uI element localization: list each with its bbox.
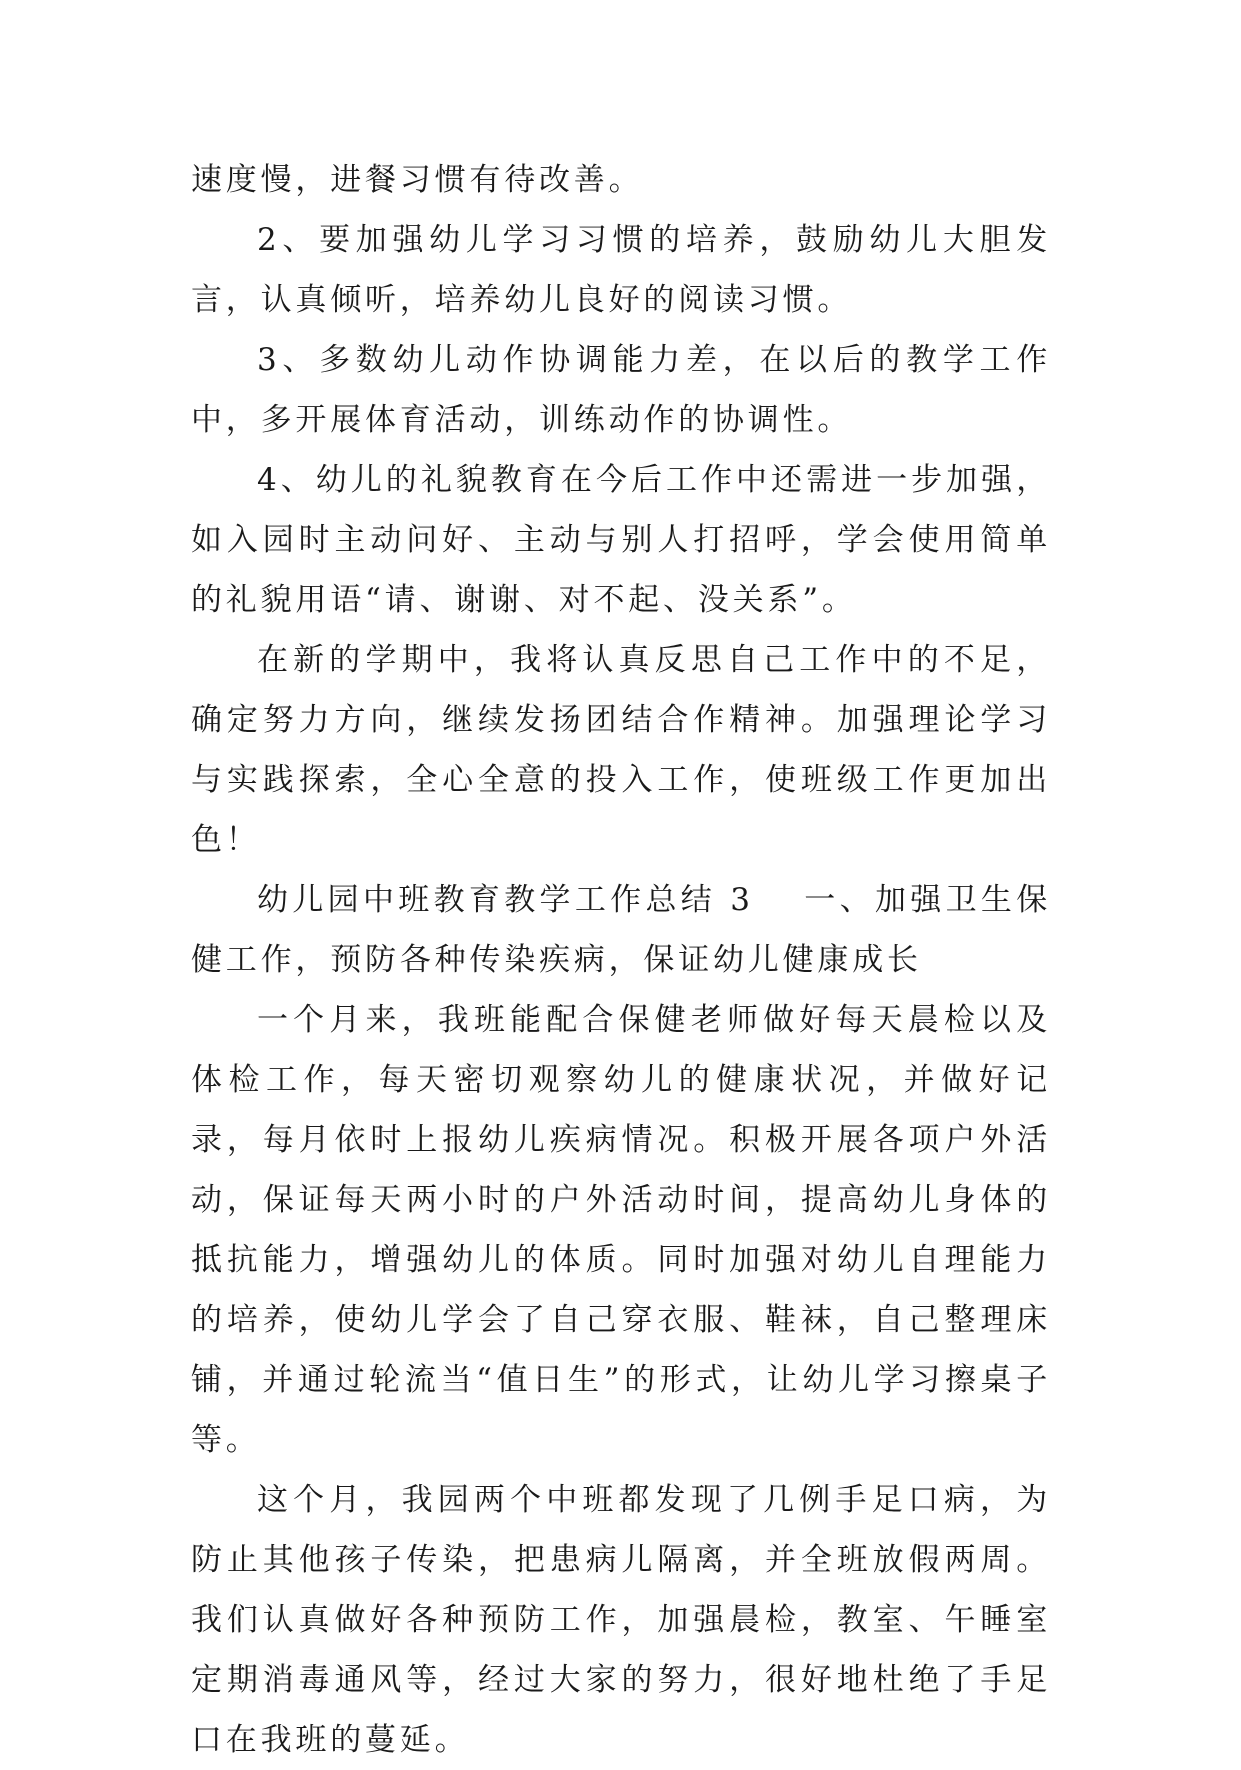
document-body [191, 150, 1051, 1770]
section-lead: 一、加强卫生保健工作，预防各种传染疾病，保证幼儿健康成长 [191, 882, 1052, 978]
paragraph-6: 一个月来，我班能配合保健老师做好每天晨检以及体检工作，每天密切观察幼儿的健康状况，并做好记录，每月依时上报幼儿疾病情况。积极开展各项户外活动，保证每天两小时的户外活动时间，提高幼儿身体的抵抗能力，增强幼儿的体质。同时加强对幼儿自理能力的培养，使幼儿学会了自己穿衣服、鞋袜，自己整理床铺，并通过轮流当“值日生”的形式，让幼儿学习擦桌子等。 [191, 1002, 1051, 1458]
paragraph-1: 速度慢，进餐习惯有待改善。 [191, 162, 644, 198]
section-title: 幼儿园中班教育教学工作总结 3 [257, 882, 754, 918]
paragraph-2: 2、要加强幼儿学习习惯的培养，鼓励幼儿大胆发言，认真倾听，培养幼儿良好的阅读习惯。 [191, 222, 1051, 318]
paragraph-7: 这个月，我园两个中班都发现了几例手足口病，为防止其他孩子传染，把患病儿隔离，并全班放假两周。我们认真做好各种预防工作，加强晨检，教室、午睡室定期消毒通风等，经过大家的努力，很好地杜绝了手足口在我班的蔓延。 [191, 1482, 1051, 1758]
paragraph-3: 3、多数幼儿动作协调能力差，在以后的教学工作中，多开展体育活动，训练动作的协调性。 [191, 342, 1051, 438]
paragraph-4: 4、幼儿的礼貌教育在今后工作中还需进一步加强，如入园时主动问好、主动与别人打招呼，学会使用简单的礼貌用语“请、谢谢、对不起、没关系”。 [191, 462, 1051, 618]
section-heading-paragraph [191, 870, 1051, 990]
paragraph-5: 在新的学期中，我将认真反思自己工作中的不足，确定努力方向，继续发扬团结合作精神。加强理论学习与实践探索，全心全意的投入工作，使班级工作更加出色！ [191, 642, 1051, 858]
